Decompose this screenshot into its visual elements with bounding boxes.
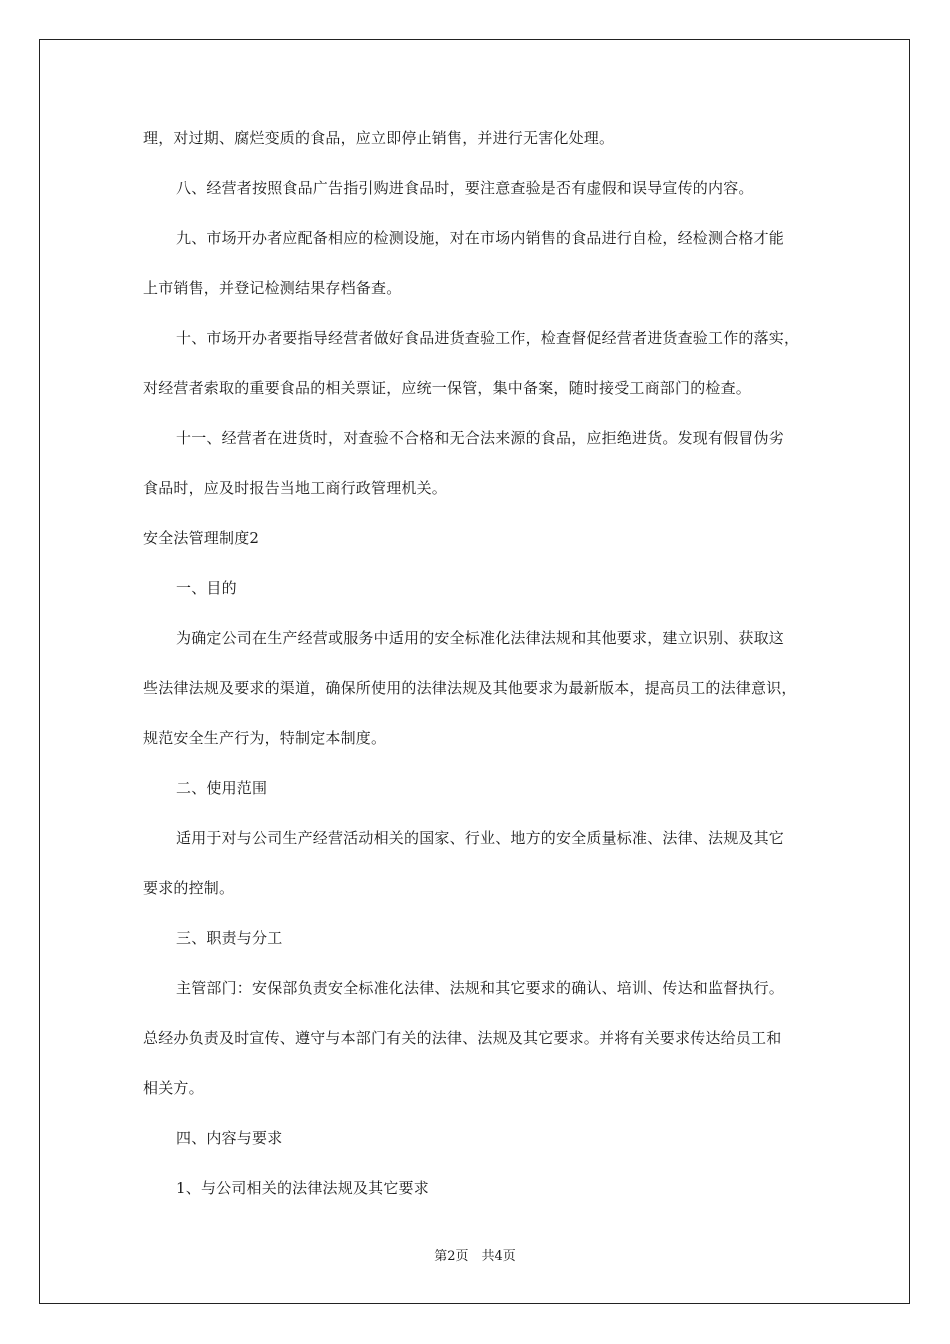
section-heading: 安全法管理制度2	[143, 529, 260, 547]
subsection-heading: 三、职责与分工	[176, 929, 283, 947]
text-line: 上市销售，并登记检测结果存档备查。	[143, 279, 402, 297]
text-line: 八、经营者按照食品广告指引购进食品时，要注意查验是否有虚假和误导宣传的内容。	[176, 179, 754, 197]
subsection-heading: 四、内容与要求	[176, 1129, 283, 1147]
text-line: 要求的控制。	[143, 879, 235, 897]
text-line: 规范安全生产行为，特制定本制度。	[143, 729, 387, 747]
text-line: 九、市场开办者应配备相应的检测设施，对在市场内销售的食品进行自检，经检测合格才能	[176, 229, 785, 247]
text-line: 相关方。	[143, 1079, 204, 1097]
subsection-heading: 二、使用范围	[176, 779, 268, 797]
text-line: 为确定公司在生产经营或服务中适用的安全标准化法律法规和其他要求，建立识别、获取这	[176, 629, 785, 647]
text-line: 些法律法规及要求的渠道，确保所使用的法律法规及其他要求为最新版本，提高员工的法律意识，	[143, 679, 797, 697]
text-line: 十、市场开办者要指导经营者做好食品进货查验工作，检查督促经营者进货查验工作的落实，	[176, 329, 800, 347]
text-line: 总经办负责及时宣传、遵守与本部门有关的法律、法规及其它要求。并将有关要求传达给员工和	[143, 1029, 782, 1047]
subsection-heading: 一、目的	[176, 579, 237, 597]
text-line: 对经营者索取的重要食品的相关票证，应统一保管，集中备案，随时接受工商部门的检查。	[143, 379, 752, 397]
text-line: 食品时，应及时报告当地工商行政管理机关。	[143, 479, 448, 497]
text-line: 主管部门：安保部负责安全标准化法律、法规和其它要求的确认、培训、传达和监督执行。	[176, 979, 785, 997]
text-line: 理，对过期、腐烂变质的食品，应立即停止销售，并进行无害化处理。	[143, 129, 615, 147]
page-number-footer: 第2页 共4页	[434, 1249, 516, 1264]
text-line: 适用于对与公司生产经营活动相关的国家、行业、地方的安全质量标准、法律、法规及其它	[176, 829, 785, 847]
text-line: 1、与公司相关的法律法规及其它要求	[176, 1179, 429, 1197]
text-line: 十一、经营者在进货时，对查验不合格和无合法来源的食品，应拒绝进货。发现有假冒伪劣	[176, 429, 785, 447]
